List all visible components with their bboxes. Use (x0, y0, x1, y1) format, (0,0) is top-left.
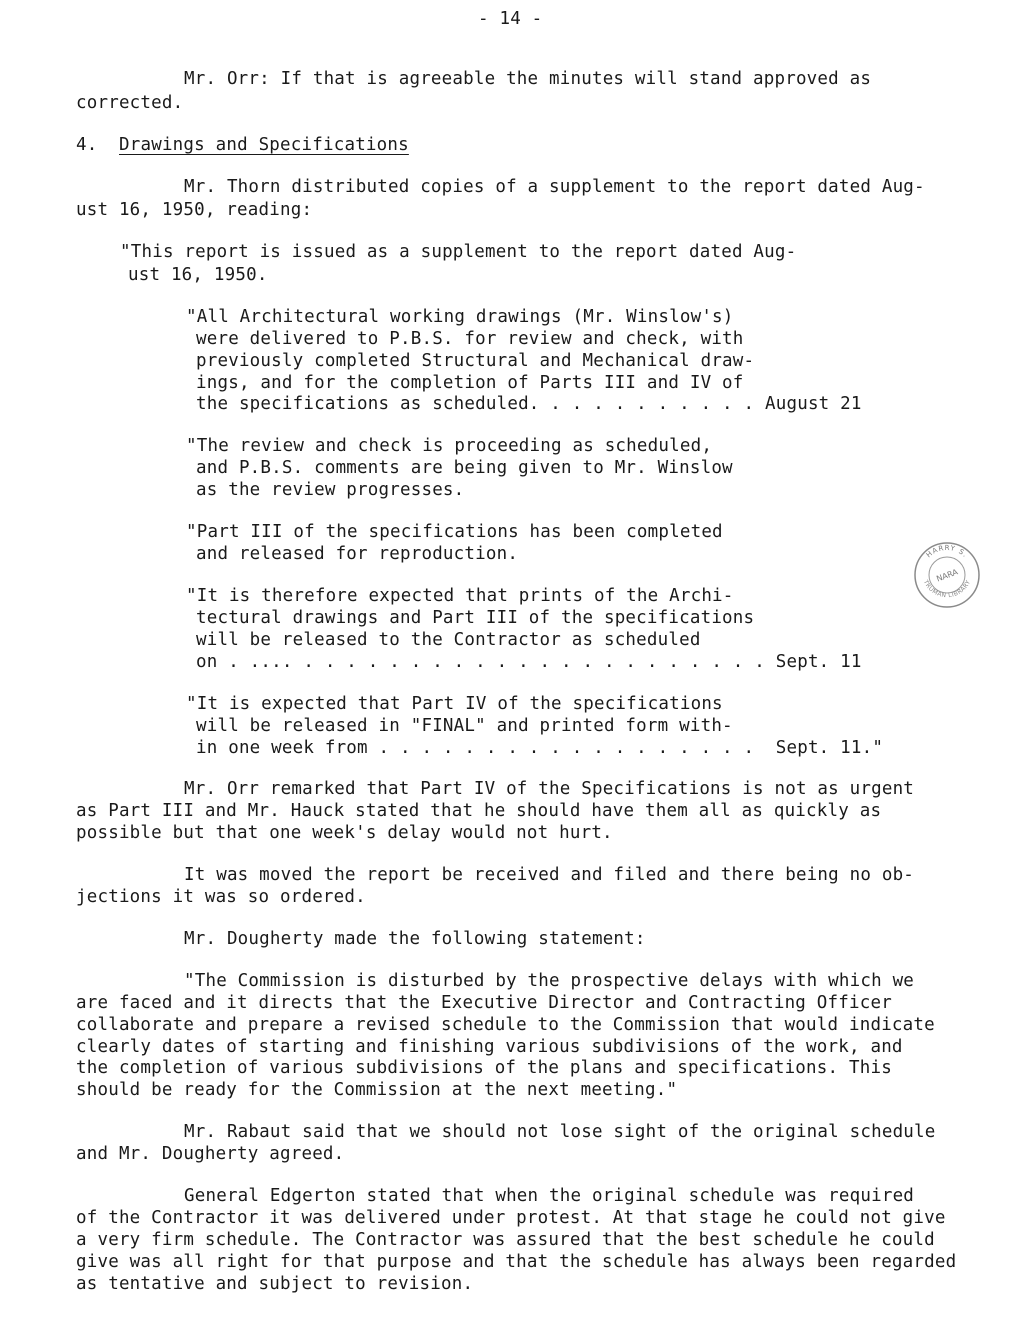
quote-line: the specifications as scheduled. . . . . . . . . . . August 21 (196, 394, 862, 414)
quote-line: and P.B.S. comments are being given to Mr. Winslow (196, 458, 733, 478)
svg-text:HARRY S.: HARRY S. (924, 543, 970, 560)
paragraph-line: ust 16, 1950, reading: (76, 200, 313, 220)
quote-line: were delivered to P.B.S. for review and check, with (196, 329, 744, 349)
paragraph-line: as tentative and subject to revision. (76, 1274, 474, 1294)
quote-line: in one week from . . . . . . . . . . . . . . . . . . Sept. 11." (196, 738, 884, 758)
paragraph-line: Mr. Thorn distributed copies of a supplement to the report dated Aug- (184, 177, 925, 197)
svg-text:NARA: NARA (935, 567, 960, 584)
quote-line: as the review progresses. (196, 480, 465, 500)
paragraph-line: give was all right for that purpose and that the schedule has always been regarded (76, 1252, 957, 1272)
quote-line: ust 16, 1950. (128, 265, 268, 285)
paragraph-line: Mr. Rabaut said that we should not lose sight of the original schedule (184, 1122, 936, 1142)
quote-line: previously completed Structural and Mechanical draw- (196, 351, 755, 371)
paragraph-line: as Part III and Mr. Hauck stated that he should have them all as quickly as (76, 801, 882, 821)
quote-line: "The Commission is disturbed by the prospective delays with which we (184, 971, 915, 991)
quote-line: will be released to the Contractor as scheduled (196, 630, 701, 650)
paragraph-line: General Edgerton stated that when the original schedule was required (184, 1186, 915, 1206)
svg-text:TRUMAN LIBRARY: TRUMAN LIBRARY (921, 579, 973, 600)
quote-line: "Part III of the specifications has been completed (186, 522, 723, 542)
quote-line: "It is expected that Part IV of the specifications (186, 694, 723, 714)
quote-line: ings, and for the completion of Parts III and IV of (196, 373, 744, 393)
quote-line: tectural drawings and Part III of the specifications (196, 608, 755, 628)
paragraph-line: and Mr. Dougherty agreed. (76, 1144, 345, 1164)
quote-line: the completion of various subdivisions of the plans and specifications. This (76, 1058, 892, 1078)
quote-line: should be ready for the Commission at the next meeting." (76, 1080, 678, 1100)
paragraph-line: corrected. (76, 93, 184, 113)
quote-line: and released for reproduction. (196, 544, 519, 564)
paragraph-line: of the Contractor it was delivered under protest. At that stage he could not give (76, 1208, 946, 1228)
quote-line: will be released in "FINAL" and printed form with- (196, 716, 733, 736)
page-number: - 14 - (478, 9, 543, 29)
section-heading: Drawings and Specifications (119, 135, 409, 155)
quote-line: "All Architectural working drawings (Mr. Winslow's) (186, 307, 734, 327)
paragraph-line: jections it was so ordered. (76, 887, 366, 907)
section-number: 4. (76, 135, 98, 155)
quote-line: clearly dates of starting and finishing various subdivisions of the work, and (76, 1037, 903, 1057)
quote-line: collaborate and prepare a revised schedule to the Commission that would indicate (76, 1015, 935, 1035)
paragraph-line: Mr. Orr: If that is agreeable the minutes will stand approved as (184, 69, 872, 89)
paragraph-line: possible but that one week's delay would not hurt. (76, 823, 613, 843)
quote-line: are faced and it directs that the Executive Director and Contracting Officer (76, 993, 892, 1013)
quote-line: "The review and check is proceeding as scheduled, (186, 436, 713, 456)
library-seal-icon (912, 540, 982, 610)
paragraph-line: a very firm schedule. The Contractor was assured that the best schedule he could (76, 1230, 935, 1250)
paragraph-line: It was moved the report be received and filed and there being no ob- (184, 865, 915, 885)
quote-line: "It is therefore expected that prints of the Archi- (186, 586, 734, 606)
paragraph-line: Mr. Dougherty made the following statement: (184, 929, 646, 949)
quote-line: "This report is issued as a supplement to the report dated Aug- (120, 242, 797, 262)
quote-line: on . .... . . . . . . . . . . . . . . . . . . . . . . Sept. 11 (196, 652, 862, 672)
paragraph-line: Mr. Orr remarked that Part IV of the Specifications is not as urgent (184, 779, 915, 799)
